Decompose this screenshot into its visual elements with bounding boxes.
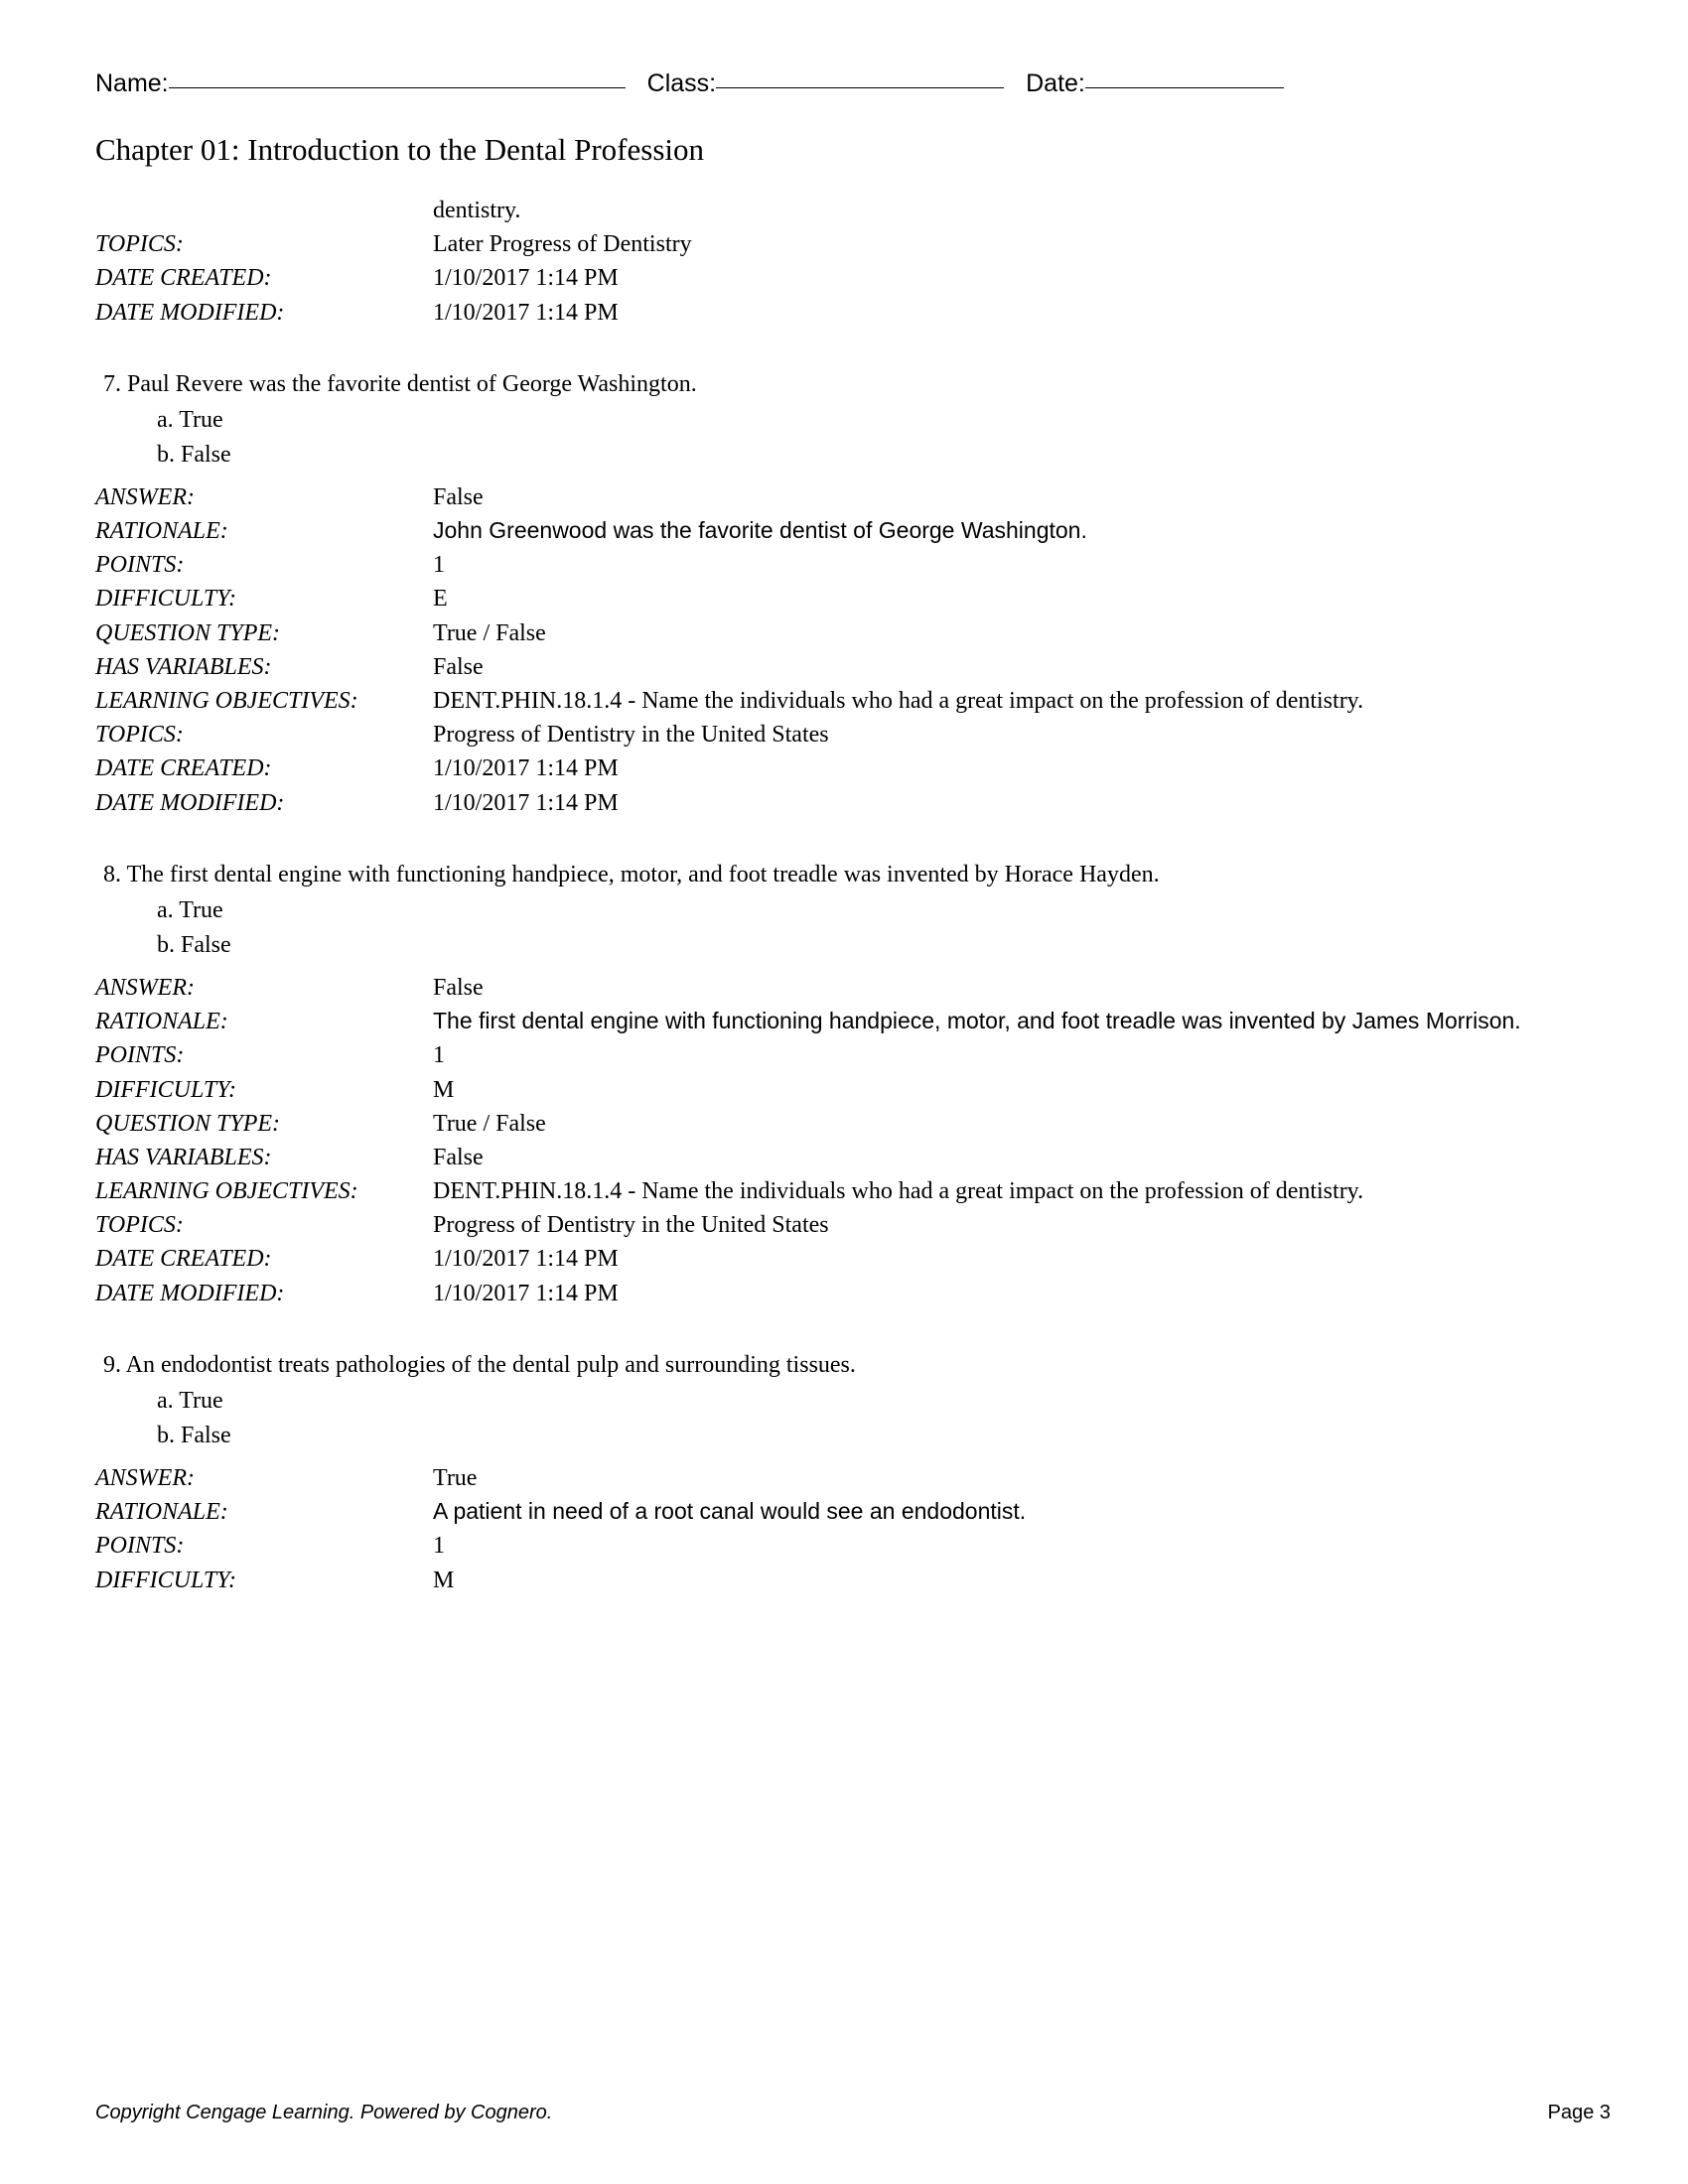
meta-value: DENT.PHIN.18.1.4 - Name the individuals who had a great impact on the profession of dentistry. [433, 688, 1364, 715]
meta-row [95, 686, 1611, 717]
meta-row [95, 1210, 1611, 1241]
meta-row [95, 788, 1611, 819]
meta-label: DATE MODIFIED: [95, 299, 285, 326]
class-fill-line[interactable] [716, 86, 1004, 88]
meta-label: TOPICS: [95, 722, 184, 749]
meta-value: 1/10/2017 1:14 PM [433, 789, 619, 816]
meta-row [95, 584, 1611, 614]
meta-label: DATE MODIFIED: [95, 1280, 285, 1306]
meta-label: DIFFICULTY: [95, 1076, 236, 1103]
question-choices [95, 404, 1611, 471]
choice-option[interactable]: a. True [157, 1388, 223, 1415]
question-stem: 7. Paul Revere was the favorite dentist of George Washington. [103, 370, 697, 397]
meta-label: LEARNING OBJECTIVES: [95, 1178, 358, 1205]
meta-label: RATIONALE: [95, 518, 228, 545]
meta-row [95, 298, 1611, 329]
question-block [95, 1349, 1611, 1596]
question-metadata [95, 973, 1611, 1309]
meta-row [95, 1566, 1611, 1596]
meta-label: TOPICS: [95, 1212, 184, 1239]
meta-value: 1/10/2017 1:14 PM [433, 1280, 619, 1306]
date-fill-line[interactable] [1085, 86, 1284, 88]
meta-row [95, 1176, 1611, 1207]
meta-value: 1 [433, 1042, 445, 1069]
name-label: Name: [95, 69, 169, 97]
meta-value: E [433, 586, 448, 613]
meta-row [95, 973, 1611, 1004]
meta-row [95, 1531, 1611, 1562]
meta-label: DIFFICULTY: [95, 586, 236, 613]
meta-row [95, 482, 1611, 513]
question-block [95, 368, 1611, 819]
meta-label: ANSWER: [95, 483, 195, 510]
meta-row [95, 516, 1611, 547]
meta-label: RATIONALE: [95, 1009, 228, 1035]
meta-row [95, 229, 1611, 260]
meta-value: Progress of Dentistry in the United States [433, 1212, 829, 1239]
meta-label: HAS VARIABLES: [95, 653, 272, 680]
date-label: Date: [1026, 69, 1085, 97]
meta-value: M [433, 1567, 455, 1593]
choice-option[interactable]: a. True [157, 407, 223, 434]
question-stem: 9. An endodontist treats pathologies of the dental pulp and surrounding tissues. [103, 1351, 856, 1378]
meta-value: False [433, 483, 484, 510]
meta-value: True / False [433, 1110, 546, 1137]
meta-label: POINTS: [95, 552, 185, 579]
meta-value: 1/10/2017 1:14 PM [433, 755, 619, 782]
meta-value: False [433, 1144, 484, 1170]
meta-value: A patient in need of a root canal would see an endodontist. [433, 1498, 1027, 1525]
meta-row [95, 1463, 1611, 1494]
meta-label: ANSWER: [95, 974, 195, 1001]
meta-row [95, 1109, 1611, 1140]
choice-option[interactable]: b. False [157, 441, 231, 468]
meta-value: 1/10/2017 1:14 PM [433, 1246, 619, 1273]
meta-label: QUESTION TYPE: [95, 619, 281, 646]
copyright-text: Copyright Cengage Learning. Powered by Cognero. [95, 2102, 553, 2123]
meta-value: M [433, 1076, 455, 1103]
question-metadata [95, 1463, 1611, 1596]
meta-row [95, 720, 1611, 751]
meta-label: POINTS: [95, 1533, 185, 1560]
meta-label: POINTS: [95, 1042, 185, 1069]
choice-option[interactable]: a. True [157, 897, 223, 924]
meta-value: False [433, 974, 484, 1001]
meta-row [95, 263, 1611, 294]
page-number: Page 3 [1547, 2102, 1611, 2123]
meta-row-orphan [95, 196, 1611, 226]
question-stem: 8. The first dental engine with functioning handpiece, motor, and foot treadle was invented by Horace Hayden. [103, 861, 1160, 887]
meta-value: 1/10/2017 1:14 PM [433, 299, 619, 326]
question-metadata [95, 482, 1611, 819]
meta-value: False [433, 653, 484, 680]
class-label: Class: [646, 69, 717, 97]
meta-value: dentistry. [433, 198, 521, 223]
meta-row [95, 1143, 1611, 1173]
meta-row [95, 652, 1611, 683]
choice-option[interactable]: b. False [157, 931, 231, 958]
page-footer [95, 2102, 1611, 2124]
meta-value: John Greenwood was the favorite dentist of George Washington. [433, 517, 1087, 544]
meta-value: 1/10/2017 1:14 PM [433, 265, 619, 292]
choice-option[interactable]: b. False [157, 1422, 231, 1448]
meta-value: Later Progress of Dentistry [433, 231, 692, 258]
question-choices [95, 894, 1611, 961]
meta-row [95, 753, 1611, 784]
meta-label: DATE MODIFIED: [95, 789, 285, 816]
name-fill-line[interactable] [169, 86, 626, 88]
meta-value: DENT.PHIN.18.1.4 - Name the individuals who had a great impact on the profession of dentistry. [433, 1178, 1364, 1205]
meta-label: RATIONALE: [95, 1499, 228, 1526]
meta-label: QUESTION TYPE: [95, 1110, 281, 1137]
meta-row [95, 1007, 1611, 1037]
meta-value: True / False [433, 619, 546, 646]
continued-metadata-block [95, 196, 1611, 329]
meta-row [95, 1040, 1611, 1071]
meta-value: The first dental engine with functioning handpiece, motor, and foot treadle was invented by James Morrison. [433, 1008, 1521, 1034]
student-info-header [95, 69, 1611, 98]
page-title: Chapter 01: Introduction to the Dental Profession [95, 132, 704, 167]
meta-label: TOPICS: [95, 231, 184, 258]
meta-label: DATE CREATED: [95, 755, 272, 782]
meta-row [95, 1244, 1611, 1275]
meta-row [95, 1075, 1611, 1106]
meta-value: 1 [433, 552, 445, 579]
meta-row [95, 1279, 1611, 1309]
meta-value: 1 [433, 1533, 445, 1560]
meta-row [95, 1497, 1611, 1528]
question-block [95, 859, 1611, 1309]
meta-label: DATE CREATED: [95, 265, 272, 292]
meta-value: Progress of Dentistry in the United States [433, 722, 829, 749]
question-choices [95, 1385, 1611, 1451]
meta-value: True [433, 1465, 478, 1492]
meta-label: HAS VARIABLES: [95, 1144, 272, 1170]
meta-label: DIFFICULTY: [95, 1567, 236, 1593]
meta-row [95, 618, 1611, 649]
meta-label: ANSWER: [95, 1465, 195, 1492]
meta-label: DATE CREATED: [95, 1246, 272, 1273]
meta-row [95, 550, 1611, 581]
meta-label: LEARNING OBJECTIVES: [95, 688, 358, 715]
